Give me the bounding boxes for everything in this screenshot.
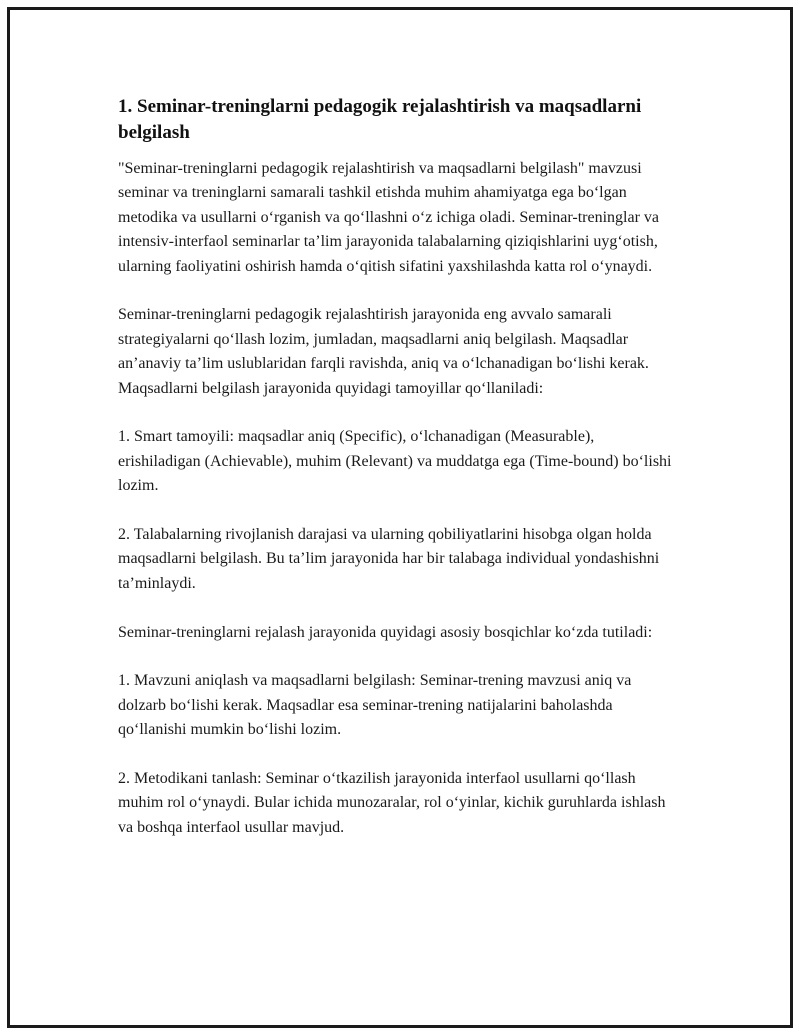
paragraph-stage-method: 2. Metodikani tanlash: Seminar o‘tkazilish jarayonida interfaol usullarni qo‘llash muhim rol o‘ynaydi. Bular ichida munozaralar, rol o‘yinlar, kichik guruhlarda ishlash va boshqa interfaol usullar mavjud.: [118, 770, 666, 836]
paragraph-smart-principle: 1. Smart tamoyili: maqsadlar aniq (Specific), o‘lchanadigan (Measurable), erishiladigan (Achievable), muhim (Relevant) va muddatga ega (Time-bound) bo‘lishi lozim.: [118, 428, 672, 495]
paragraph-planning: Seminar-treninglarni pedagogik rejalashtirish jarayonida eng avvalo samarali strategiyalarni qo‘llash lozim, jumladan, maqsadlarni aniq belgilash. Maqsadlar an’anaviy ta’lim uslublaridan farqli ravishda, aniq va o‘lchanadigan bo‘lishi kerak. Maqsadlarni belgilash jarayonida quyidagi tamoyillar qo‘llaniladi:: [118, 306, 649, 397]
paragraph-stages-intro: Seminar-treninglarni rejalash jarayonida quyidagi asosiy bosqichlar ko‘zda tutiladi:: [118, 623, 653, 641]
paragraph-stage-topic: 1. Mavzuni aniqlash va maqsadlarni belgilash: Seminar-trening mavzusi aniq va dolzarb bo‘lishi kerak. Maqsadlar esa seminar-trening natijalarini baholashda qo‘llanishi mumkin bo‘lishi lozim.: [118, 672, 632, 739]
document-body: [118, 94, 678, 865]
section-heading: 1. Seminar-treninglarni pedagogik rejalashtirish va maqsadlarni belgilash: [118, 96, 642, 143]
paragraph-intro: "Seminar-treninglarni pedagogik rejalashtirish va maqsadlarni belgilash" mavzusi seminar va treninglarni samarali tashkil etishda muhim ahamiyatga ega bo‘lgan metodika va usullarni o‘rganish va qo‘llashni o‘z ichiga oladi. Seminar-treninglar va intensiv-interfaol seminarlar ta’lim jarayonida talabalarning qiziqishlarini uyg‘otish, ularning faoliyatini oshirish hamda o‘qitish sifatini yaxshilashda katta rol o‘ynaydi.: [118, 160, 660, 275]
paragraph-student-level: 2. Talabalarning rivojlanish darajasi va ularning qobiliyatlarini hisobga olgan holda maqsadlarni belgilash. Bu ta’lim jarayonida har bir talabaga individual yondashishni ta’minlaydi.: [118, 526, 660, 592]
